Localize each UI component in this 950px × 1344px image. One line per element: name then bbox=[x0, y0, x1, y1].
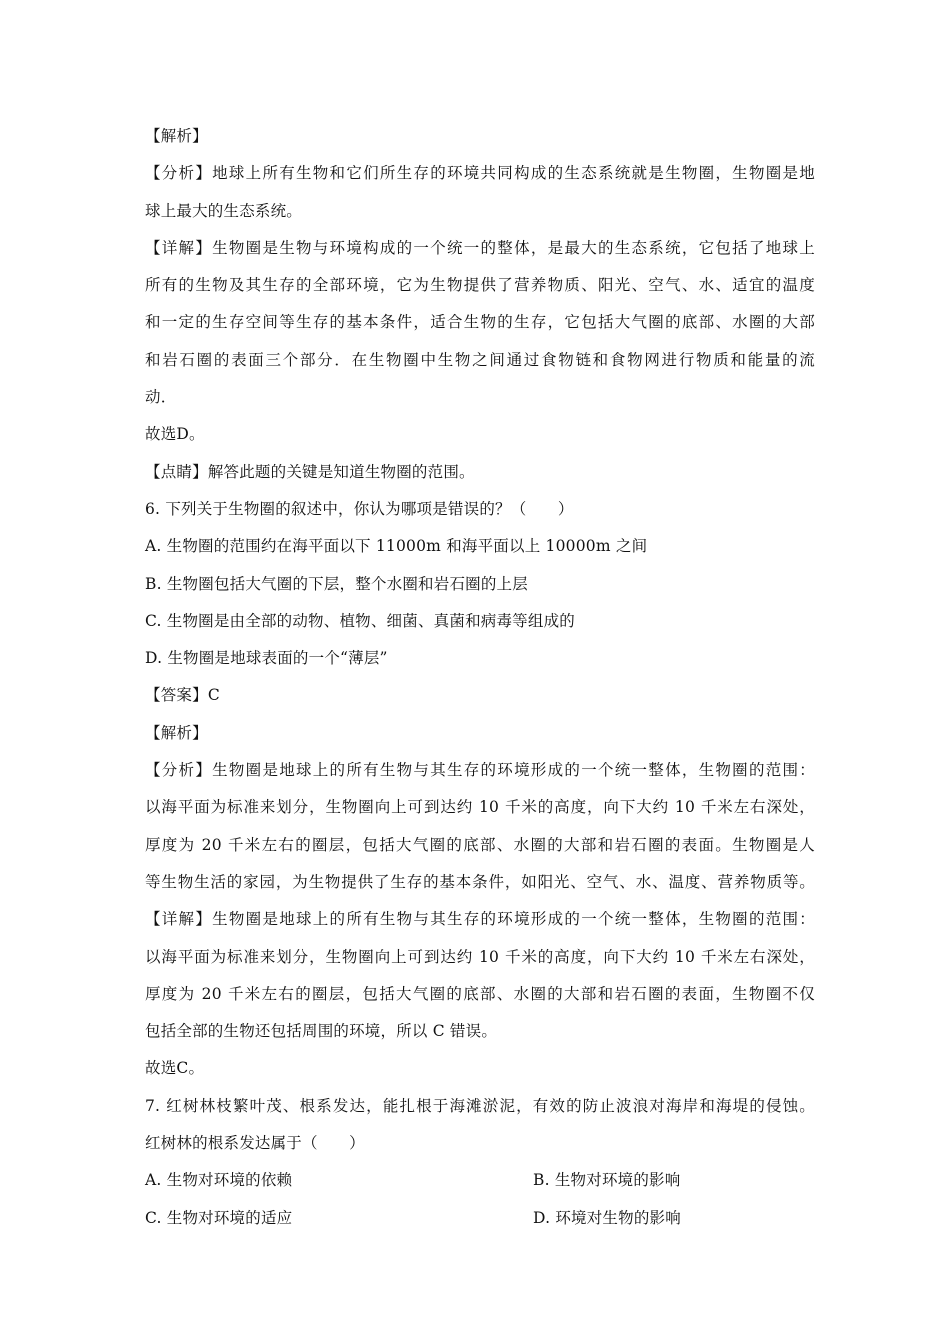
q6-xiangjie-line-2: 以海平面为标准来划分，生物圈向上可到达约 10 千米的高度，向下大约 10 千米左右深处， bbox=[145, 947, 815, 966]
q5-xiangjie-line-2: 所有的生物及其生存的全部环境，它为生物提供了营养物质、阳光、空气、水、适宜的温度 bbox=[145, 276, 815, 295]
q5-dianjing-text: 解答此题的关键是知道生物圈的范围。 bbox=[207, 462, 475, 481]
q5-fenxi-line-1 bbox=[145, 155, 815, 192]
q5-xiangjie-text-1: 生物圈是生物与环境构成的一个统一的整体，是最大的生态系统，它包括了地球上 bbox=[212, 238, 815, 257]
q7-options-row-2 bbox=[145, 1200, 815, 1237]
q6-option-a: A. 生物圈的范围约在海平面以下 11000m 和海平面以上 10000m 之间 bbox=[145, 537, 648, 556]
document-page bbox=[145, 118, 815, 1237]
q6-xiangjie-line-3: 厚度为 20 千米左右的圈层，包括大气圈的底部、水圈的大部和岩石圈的表面，生物圈不仅 bbox=[145, 984, 815, 1003]
q7-option-d: D. 环境对生物的影响 bbox=[533, 1208, 681, 1227]
q6-fenxi-line-3: 厚度为 20 千米左右的圈层，包括大气圈的底部、水圈的大部和岩石圈的表面。生物圈是人 bbox=[145, 835, 815, 854]
q5-xiangjie-line-5: 动． bbox=[145, 388, 177, 407]
q5-xiangjie-line-1 bbox=[145, 230, 815, 267]
q7-option-a: A. 生物对环境的依赖 bbox=[145, 1171, 293, 1190]
q6-fenxi-line-4: 等生物生活的家园，为生物提供了生存的基本条件，如阳光、空气、水、温度、营养物质等。 bbox=[145, 872, 815, 891]
q7-stem-line-1: 7. 红树林枝繁叶茂、根系发达，能扎根于海滩淤泥，有效的防止波浪对海岸和海堤的侵蚀。 bbox=[145, 1096, 815, 1115]
q7-options-row-1 bbox=[145, 1162, 815, 1199]
q6-fenxi-line-1 bbox=[145, 752, 815, 789]
q6-xiangjie-line-4: 包括全部的生物还包括周围的环境，所以 C 错误。 bbox=[145, 1022, 498, 1041]
q6-fenxi-tag: 【分析】 bbox=[145, 761, 213, 780]
q5-dianjing-tag: 【点睛】 bbox=[145, 462, 208, 481]
q6-fenxi-text-1: 生物圈是地球上的所有生物与其生存的环境形成的一个统一整体，生物圈的范围： bbox=[212, 761, 815, 780]
q5-dianjing-line bbox=[145, 454, 815, 491]
q5-answer-choice: 故选D。 bbox=[145, 425, 205, 444]
q5-fenxi-line-2: 球上最大的生态系统。 bbox=[145, 201, 303, 220]
q6-answer-tag: 【答案】 bbox=[145, 686, 208, 705]
q5-xiangjie-tag: 【详解】 bbox=[145, 238, 213, 257]
q5-fenxi-text-1: 地球上所有生物和它们所生存的环境共同构成的生态系统就是生物圈，生物圈是地 bbox=[212, 164, 815, 183]
q6-xiangjie-tag: 【详解】 bbox=[145, 910, 213, 929]
q6-xiangjie-line-1 bbox=[145, 901, 815, 938]
q6-answer-value: C bbox=[207, 686, 220, 705]
q6-fenxi-line-2: 以海平面为标准来划分，生物圈向上可到达约 10 千米的高度，向下大约 10 千米左右深处， bbox=[145, 798, 815, 817]
q6-stem: 6. 下列关于生物圈的叙述中，你认为哪项是错误的？（ ） bbox=[145, 499, 574, 518]
q6-answer-line bbox=[145, 677, 815, 714]
q5-fenxi-tag: 【分析】 bbox=[145, 164, 213, 183]
q6-jiexi-heading: 【解析】 bbox=[145, 723, 208, 742]
q6-answer-choice: 故选C。 bbox=[145, 1059, 205, 1078]
q6-option-b: B. 生物圈包括大气圈的下层，整个水圈和岩石圈的上层 bbox=[145, 574, 528, 593]
q6-xiangjie-text-1: 生物圈是地球上的所有生物与其生存的环境形成的一个统一整体，生物圈的范围： bbox=[212, 910, 815, 929]
q7-option-c: C. 生物对环境的适应 bbox=[145, 1208, 293, 1227]
q5-xiangjie-line-4: 和岩石圈的表面三个部分．在生物圈中生物之间通过食物链和食物网进行物质和能量的流 bbox=[145, 350, 815, 369]
q6-option-d: D. 生物圈是地球表面的一个“薄层” bbox=[145, 649, 388, 668]
q7-stem-line-2: 红树林的根系发达属于（ ） bbox=[145, 1134, 365, 1153]
q7-option-b: B. 生物对环境的影响 bbox=[533, 1171, 681, 1190]
q5-xiangjie-line-3: 和一定的生存空间等生存的基本条件，适合生物的生存，它包括大气圈的底部、水圈的大部 bbox=[145, 313, 815, 332]
q5-jiexi-heading: 【解析】 bbox=[145, 127, 208, 145]
q6-option-c: C. 生物圈是由全部的动物、植物、细菌、真菌和病毒等组成的 bbox=[145, 611, 575, 630]
